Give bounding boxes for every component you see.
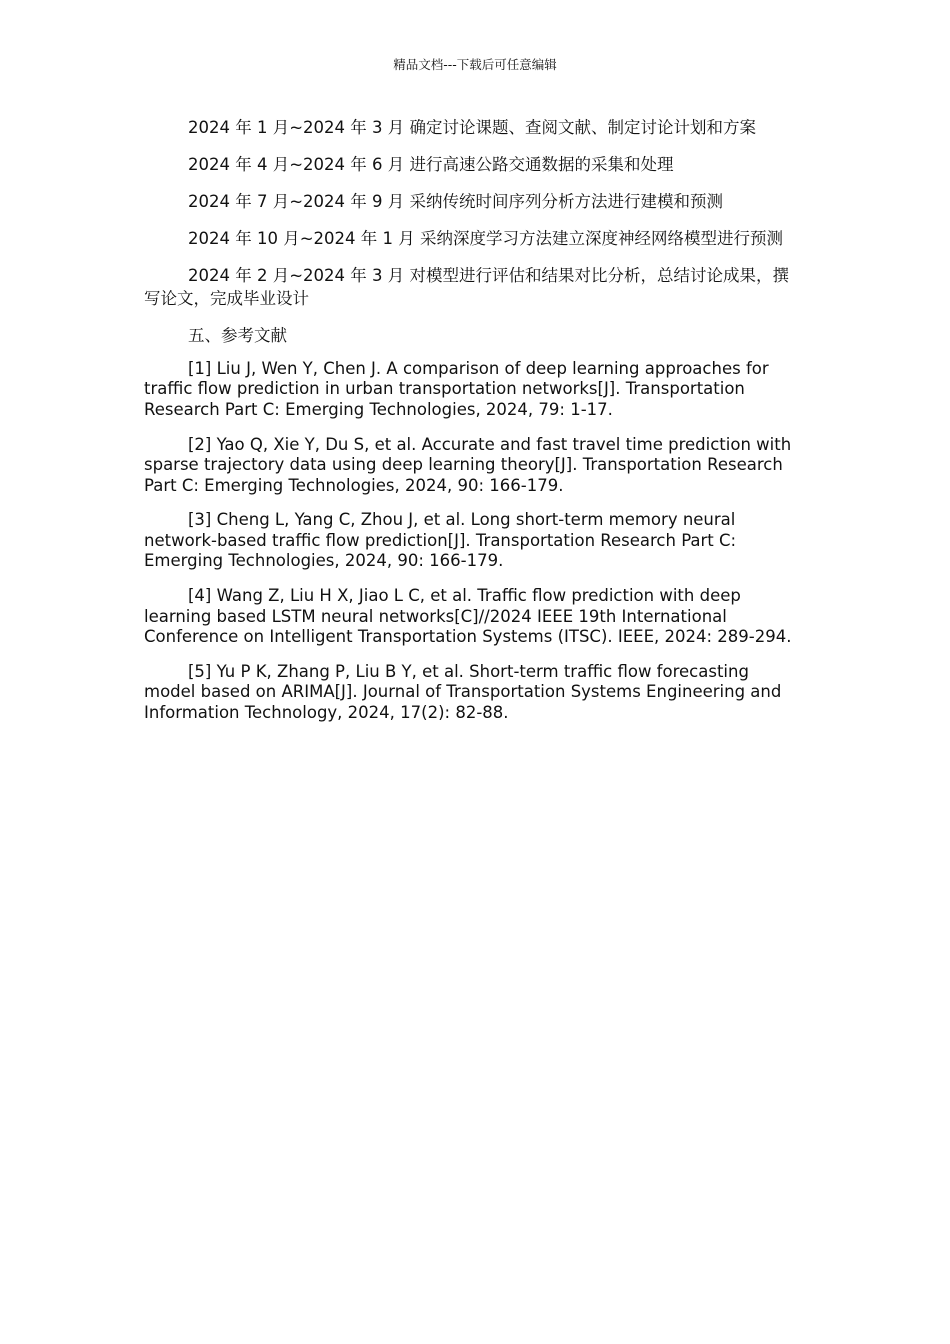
document-body <box>144 116 798 738</box>
schedule-item: 2024 年 7 月~2024 年 9 月 采纳传统时间序列分析方法进行建模和预测 <box>188 192 724 211</box>
references-heading: 五、参考文献 <box>188 326 287 345</box>
reference-item: [5] Yu P K, Zhang P, Liu B Y, et al. Short-term traffic flow forecasting model based on ARIMA[J]. Journal of Transportation Systems Engineering and Information Technology, 2024, 17(2): 82-88. <box>144 661 782 722</box>
reference-item: [2] Yao Q, Xie Y, Du S, et al. Accurate and fast travel time prediction with sparse trajectory data using deep learning theory[J]. Transportation Research Part C: Emerging Technologies, 2024, 90: 166-179. <box>144 434 792 495</box>
reference-item: [4] Wang Z, Liu H X, Jiao L C, et al. Traffic flow prediction with deep learning based LSTM neural networks[C]//2024 IEEE 19th International Conference on Intelligent Transportation Systems (ITSC). IEEE, 2024: 289-294. <box>144 586 792 646</box>
schedule-item: 2024 年 2 月~2024 年 3 月 对模型进行评估和结果对比分析，总结讨论成果，撰写论文，完成毕业设计 <box>144 266 790 308</box>
reference-item: [1] Liu J, Wen Y, Chen J. A comparison of deep learning approaches for traffic flow prediction in urban transportation networks[J]. Transportation Research Part C: Emerging Technologies, 2024, 79: 1-17. <box>144 359 769 419</box>
schedule-item: 2024 年 1 月~2024 年 3 月 确定讨论课题、查阅文献、制定讨论计划和方案 <box>188 118 757 137</box>
reference-item: [3] Cheng L, Yang C, Zhou J, et al. Long short-term memory neural network-based traffic flow prediction[J]. Transportation Research Part C: Emerging Technologies, 2024, 90: 166-179. <box>144 510 737 571</box>
schedule-item: 2024 年 10 月~2024 年 1 月 采纳深度学习方法建立深度神经网络模型进行预测 <box>188 229 784 248</box>
page-header: 精品文档---下载后可任意编辑 <box>393 57 557 72</box>
schedule-item: 2024 年 4 月~2024 年 6 月 进行高速公路交通数据的采集和处理 <box>188 155 674 174</box>
